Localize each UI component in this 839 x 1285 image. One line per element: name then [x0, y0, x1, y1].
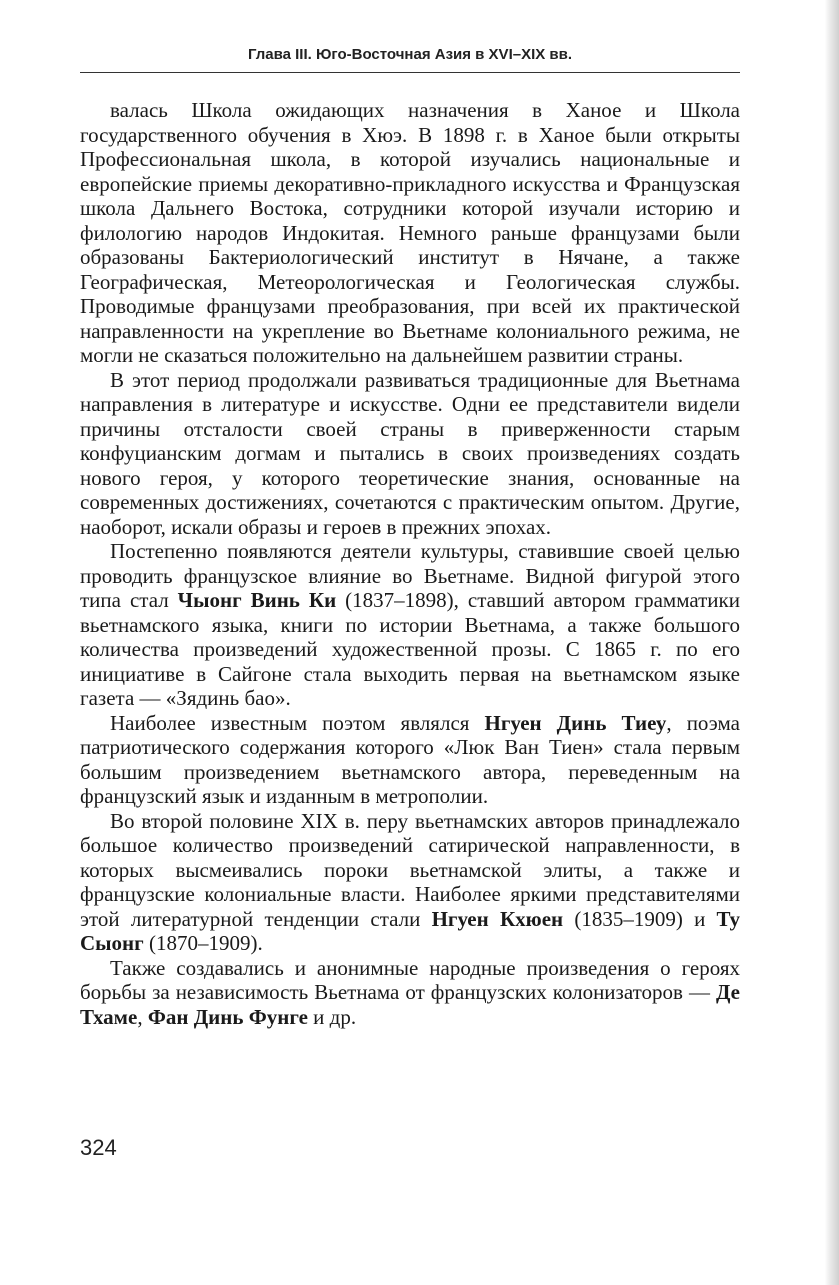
person-name-bold: Де Тхаме: [80, 980, 740, 1029]
paragraph-text: ,: [137, 1004, 148, 1029]
paragraph-text: Наиболее известным поэтом являлся: [110, 710, 485, 735]
person-name-bold: Фан Динь Фунге: [147, 1004, 308, 1029]
paragraph-text: Также создавались и анонимные народные произведения о героях борьбы за независимость Вьетнама от французских колонизаторов —: [80, 955, 740, 1004]
paragraph-text: (1870–1909).: [143, 931, 263, 955]
paragraph-6: [80, 956, 740, 1030]
paragraph-text: (1835–1909) и: [563, 906, 717, 931]
paragraph-5: [80, 809, 740, 956]
scan-edge-shadow: [759, 0, 839, 1285]
paragraph-text: и др.: [307, 1004, 357, 1029]
person-name-bold: Нгуен Динь Тиеу: [484, 710, 667, 735]
paragraph-2: [80, 368, 740, 540]
header-divider: [80, 72, 740, 73]
person-name-bold: Нгуен Кхюен: [431, 906, 564, 931]
person-name-bold: Ту Сыонг: [80, 906, 740, 955]
paragraph-text: В этот период продолжали развиваться традиционные для Вьетнама направления в литературе и искусстве. Одни ее представители видели причины отсталости своей страны в приверженности старым конфуцианским догмам и пытались в своих произведениях создать нового героя, у которого теоретические знания, основанные на современных достижениях, сочетаются с практическим опытом. Другие, наоборот, искали образы и героев в прежних эпохах.: [80, 367, 740, 539]
body-text: [80, 98, 740, 1029]
paragraph-text: валась Школа ожидающих назначения в Ханое и Школа государственного обучения в Хюэ. В 1898 г. в Ханое были открыты Профессиональная школа, в которой изучались национальные и европейские приемы декоративно-прикладного искусства и Французская школа Дальнего Востока, сотрудники которой изучали историю и филологию народов Индокитая. Немного раньше французами были образованы Бактериологический институт в Нячане, а также Географическая, Метеорологическая и Геологическая службы. Проводимые французами преобразования, при всей их практической направленности на укрепление во Вьетнаме колониального режима, не могли не сказаться положительно на дальнейшем развитии страны.: [80, 98, 740, 367]
paragraph-1: [80, 98, 740, 368]
person-name-bold: Чыонг Винь Ки: [177, 588, 337, 612]
paragraph-text: Во второй половине XIX в. перу вьетнамских авторов принадлежало большое количество произведений сатирической направленности, в которых высмеивались пороки вьетнамской элиты, а также и французские колониальные власти. Наиболее яркими представителями этой литературной тенденции стали: [80, 808, 740, 931]
running-header: Глава III. Юго-Восточная Азия в XVI–XIX вв.: [247, 46, 573, 63]
paragraph-text: (1837–1898), ставший автором грамматики вьетнамского языка, книги по истории Вьетнама, а также большого количества произведений художественной прозы. С 1865 г. по его инициативе в Сайгоне стала выходить первая на вьетнамском языке газета — «Зядинь бао».: [80, 588, 740, 710]
paragraph-3: [80, 539, 740, 711]
paragraph-4: [80, 711, 740, 809]
page-number: 324: [80, 1135, 117, 1160]
paragraph-text: , поэма патриотического содержания которого «Люк Ван Тиен» стала первым большим произведением вьетнамского автора, переведенным на французский язык и изданным в метрополии.: [80, 710, 740, 808]
paragraph-text: Постепенно появляются деятели культуры, ставившие своей целью проводить французское влияние во Вьетнаме. Видной фигурой этого типа стал: [80, 539, 740, 612]
